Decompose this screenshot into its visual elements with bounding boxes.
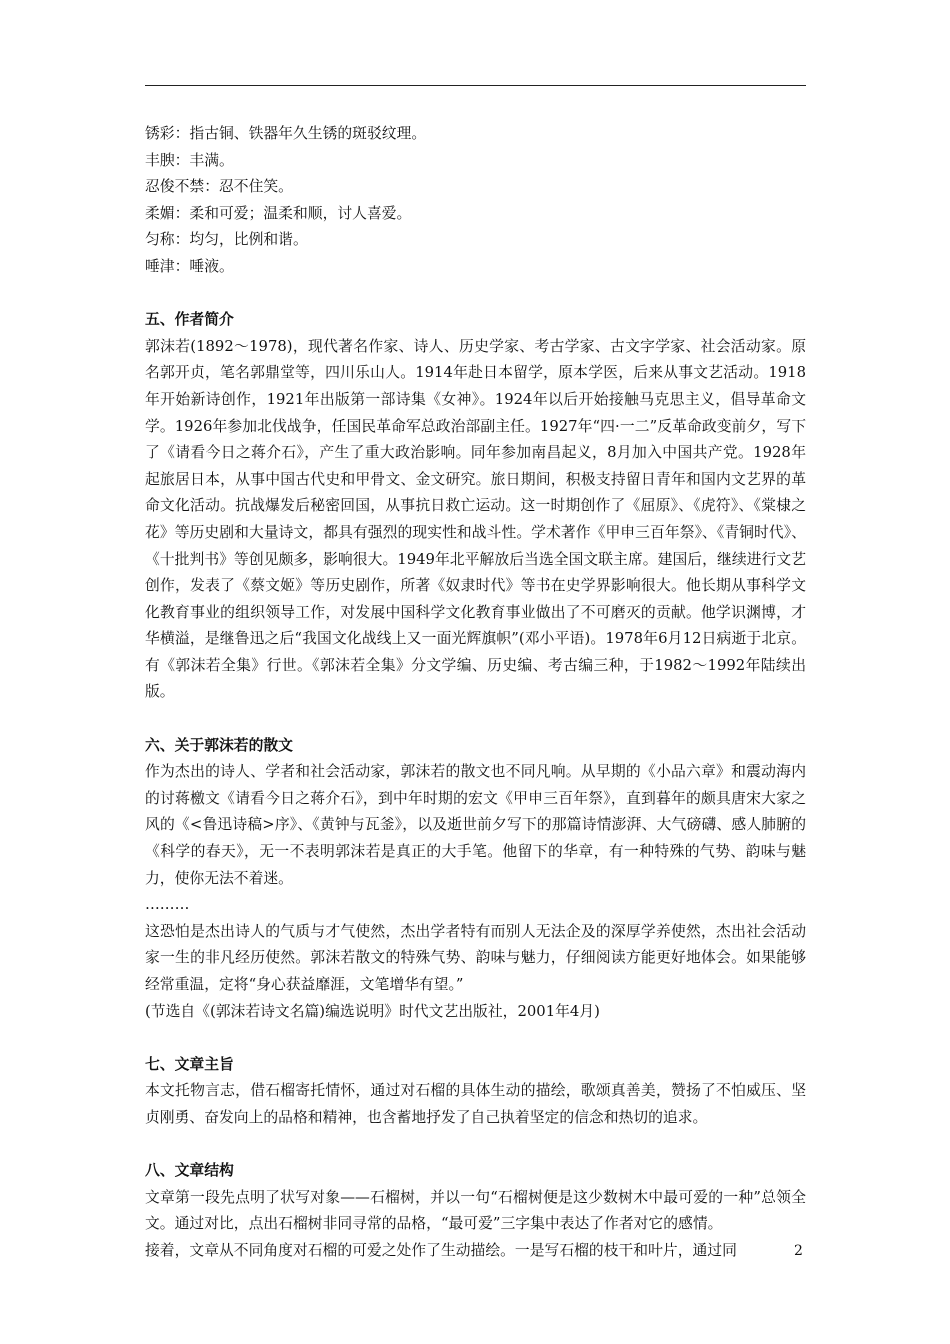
page-number: 2 bbox=[794, 1243, 803, 1259]
structure-paragraph-2: 接着，文章从不同角度对石榴的可爱之处作了生动描绘。一是写石榴的枝干和叶片，通过同 bbox=[145, 1241, 737, 1259]
spacer bbox=[145, 706, 806, 733]
section-heading-theme: 七、文章主旨 bbox=[145, 1055, 234, 1073]
header-rule bbox=[145, 85, 806, 86]
glossary-item: 忍俊不禁：忍不住笑。 bbox=[145, 178, 293, 196]
document-body bbox=[145, 121, 806, 1265]
glossary-item: 锈彩：指古铜、铁器年久生锈的斑驳纹理。 bbox=[145, 125, 427, 142]
spacer bbox=[145, 1132, 806, 1159]
section-heading-structure: 八、文章结构 bbox=[145, 1162, 234, 1180]
glossary-item: 丰腴：丰满。 bbox=[145, 151, 234, 169]
source-citation: (节选自《(郭沫若诗文名篇)编选说明》时代文艺出版社，2001年4月) bbox=[145, 1002, 600, 1020]
ellipsis-line: ……… bbox=[145, 896, 190, 914]
prose-paragraph-1: 作为杰出的诗人、学者和社会活动家，郭沫若的散文也不同凡响。从早期的《小品六章》和震动海内的讨蒋檄文《请看今日之蒋介石》，到中年时期的宏文《甲申三百年祭》，直到暮年的颇具唐宋大家之风的《<鲁迅诗稿>序》、《黄钟与瓦釜》，以及逝世前夕写下的那篇诗情澎湃、大气磅礴、感人肺腑的《科学的春天》，无一不表明郭沫若是真正的大手笔。他留下的华章，有一种特殊的气势、韵味与魅力，使你无法不着迷。 bbox=[145, 763, 806, 887]
section-heading-prose: 六、关于郭沫若的散文 bbox=[145, 736, 293, 754]
glossary-item: 匀称：均匀，比例和谐。 bbox=[145, 231, 308, 249]
author-bio-paragraph: 郭沫若(1892～1978)，现代著名作家、诗人、历史学家、考古学家、古文字学家、社会活动家。原名郭开贞，笔名郭鼎堂等，四川乐山人。1914年赴日本留学，原本学医，后来从事文艺活动。1918年开始新诗创作，1921年出版第一部诗集《女神》。1924年以后开始接触马克思主义，倡导革命文学。1926年参加北伐战争，任国民革命军总政治部副主任。1927年“四·一二”反革命政变前夕，写下了《请看今日之蒋介石》，产生了重大政治影响。同年参加南昌起义，8月加入中国共产党。1928年起旅居日本，从事中国古代史和甲骨文、金文研究。旅日期间，积极支持留日青年和国内文艺界的革命文化活动。抗战爆发后秘密回国，从事抗日救亡运动。这一时期创作了《屈原》、《虎符》、《棠棣之花》等历史剧和大量诗文，都具有强烈的现实性和战斗性。学术著作《甲申三百年祭》、《青铜时代》、《十批判书》等创见颇多，影响很大。1949年北平解放后当选全国文联主席。建国后，继续进行文艺创作，发表了《蔡文姬》等历史剧作，所著《奴隶时代》等书在史学界影响很大。他长期从事科学文化教育事业的组织领导工作，对发展中国科学文化教育事业做出了不可磨灭的贡献。他学识渊博，才华横溢，是继鲁迅之后“我国文化战线上又一面光辉旗帜”(邓小平语)。1978年6月12日病逝于北京。有《郭沫若全集》行世。《郭沫若全集》分文学编、历史编、考古编三种，于1982～1992年陆续出版。 bbox=[145, 337, 806, 701]
theme-paragraph: 本文托物言志，借石榴寄托情怀，通过对石榴的具体生动的描绘，歌颂真善美，赞扬了不怕威压、坚贞刚勇、奋发向上的品格和精神，也含蓄地抒发了自己执着坚定的信念和热切的追求。 bbox=[145, 1082, 806, 1126]
spacer bbox=[145, 281, 806, 308]
spacer bbox=[145, 1025, 806, 1052]
prose-paragraph-2: 这恐怕是杰出诗人的气质与才气使然，杰出学者特有而别人无法企及的深厚学养使然，杰出社会活动家一生的非凡经历使然。郭沫若散文的特殊气势、韵味与魅力，仔细阅读方能更好地体会。如果能够经常重温，定将“身心获益靡涯，文笔增华有望。” bbox=[145, 922, 806, 993]
section-heading-author: 五、作者简介 bbox=[145, 311, 234, 329]
glossary-item: 柔媚：柔和可爱；温柔和顺，讨人喜爱。 bbox=[145, 204, 412, 222]
glossary-item: 唾津：唾液。 bbox=[145, 257, 234, 275]
structure-paragraph-1: 文章第一段先点明了状写对象——石榴树，并以一句“石榴树便是这少数树木中最可爱的一种”总领全文。通过对比，点出石榴树非同寻常的品格，“最可爱”三字集中表达了作者对它的感情。 bbox=[145, 1188, 806, 1233]
